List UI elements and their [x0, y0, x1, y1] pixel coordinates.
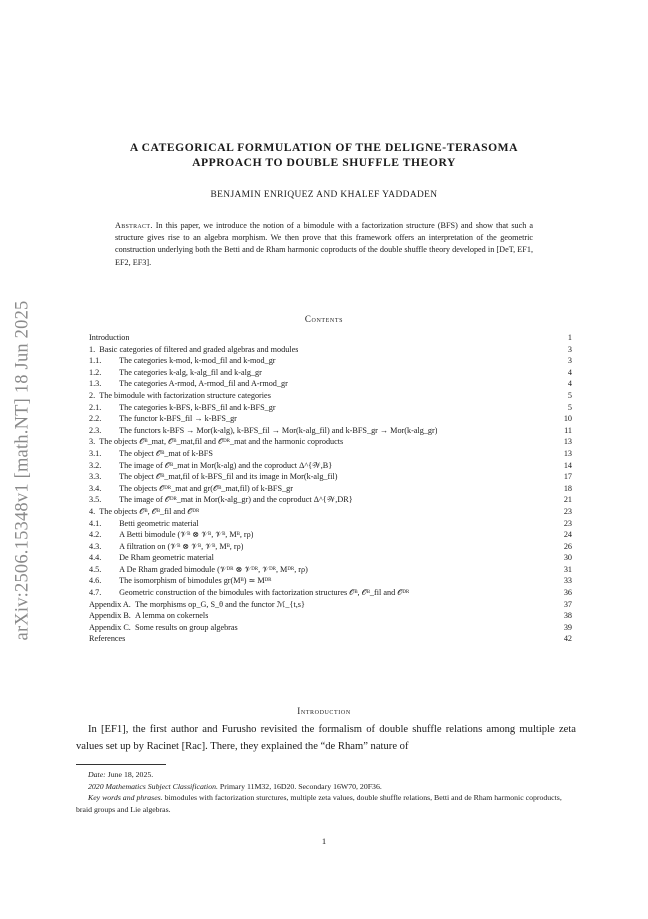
toc-entry-label — [89, 541, 243, 553]
toc-entry[interactable] — [89, 587, 572, 599]
toc-entry[interactable] — [89, 494, 572, 506]
toc-entry-page: 31 — [563, 564, 572, 574]
footnote-keywords-label: Key words and phrases. — [88, 793, 163, 803]
toc-entry-label — [89, 448, 213, 460]
toc-entry-page: 18 — [563, 483, 572, 493]
toc-entry-page: 3 — [567, 356, 572, 366]
toc-entry-page: 23 — [563, 518, 572, 528]
toc-entry-title: Betti geometric material — [119, 518, 199, 528]
toc-entry-title: The morphisms op_G, S_θ and the functor ℳ_{t,s} — [134, 599, 305, 609]
toc-entry-number: 3.5. — [89, 495, 102, 505]
toc-entry-page: 1 — [567, 333, 572, 342]
toc-entry-title: The categories k-BFS, k-BFS_fil and k-BFS_gr — [119, 402, 276, 412]
toc-entry-label — [89, 355, 276, 367]
toc-entry-title: The bimodule with factorization structure categories — [99, 390, 271, 400]
toc-entry[interactable] — [89, 529, 572, 541]
toc-entry-number: 2. — [89, 390, 96, 400]
toc-entry-page: 13 — [563, 437, 572, 447]
toc-entry-label — [89, 564, 308, 576]
toc-entry-title: The categories k-mod, k-mod_fil and k-mod_gr — [119, 356, 276, 366]
toc-entry[interactable] — [89, 564, 572, 576]
toc-entry-page: 4 — [567, 367, 572, 377]
toc-entry-label — [89, 344, 298, 356]
footnote-date — [76, 769, 576, 781]
toc-entry[interactable] — [89, 541, 572, 553]
toc-entry-number: 3.2. — [89, 460, 102, 470]
toc-entry-label — [89, 402, 276, 414]
toc-entry[interactable] — [89, 506, 572, 518]
toc-entry-title: A filtration on (𝒱ᴮ ⊗ 𝒱ᴮ, 𝒱ᴮ, Mᴮ, rρ) — [119, 541, 244, 551]
toc-entry-label — [89, 622, 238, 634]
toc-entry-page: 3 — [567, 344, 572, 354]
toc-entry-label — [89, 506, 199, 518]
toc-entry-number: 3.1. — [89, 448, 102, 458]
toc-entry-label — [89, 599, 305, 611]
footnote-date-value: June 18, 2025. — [107, 770, 154, 779]
toc-entry-title: The objects 𝒪ᴮ, 𝒪ᴮ_fil and 𝒪ᴰᴿ — [99, 506, 200, 516]
toc-entry-title: Geometric construction of the bimodules with factorization structures 𝒪ᴮ, 𝒪ᴮ_fil and 𝒪ᴰᴿ — [119, 588, 410, 598]
toc-entry[interactable] — [89, 367, 572, 379]
toc-entry-title: Some results on group algebras — [134, 622, 238, 632]
toc-entry-number: 1.3. — [89, 379, 102, 389]
toc-entry-number: 4.1. — [89, 518, 102, 528]
introduction-text: In [EF1], the first author and Furusho revisited the formalism of double shuffle relations among multiple zeta values set up by Racinet [Rac]. There, they explained the “de Rham” nature of — [76, 724, 576, 752]
abstract-label: Abstract. — [115, 221, 153, 230]
toc-entry-label — [89, 436, 343, 448]
toc-entry-title: The image of 𝒪ᴰᴿ_mat in Mor(k-alg_gr) and the coproduct Δ^{𝒲,DR} — [119, 495, 353, 505]
toc-entry-label — [89, 529, 253, 541]
toc-entry-label — [89, 367, 262, 379]
toc-entry-number: 2.3. — [89, 425, 102, 435]
toc-entry-number: 4.5. — [89, 564, 102, 574]
arxiv-identifier-stamp — [6, 255, 40, 685]
toc-entry-number: 4.6. — [89, 576, 102, 586]
toc-entry-title: A lemma on cokernels — [134, 611, 209, 621]
toc-entry-title: A Betti bimodule (𝒱ᴮ ⊗ 𝒱ᴮ, 𝒱ᴮ, Mᴮ, rρ) — [119, 530, 254, 540]
toc-entry-number: 1. — [89, 344, 96, 354]
toc-entry-label — [89, 378, 288, 390]
toc-entry-label — [89, 610, 208, 622]
toc-entry[interactable] — [89, 622, 572, 634]
toc-entry-label — [89, 633, 125, 645]
toc-entry-label — [89, 587, 409, 599]
toc-entry[interactable] — [89, 552, 572, 564]
toc-entry-title: The image of 𝒪ᴮ_mat in Mor(k-alg) and the coproduct Δ^{𝒲,B} — [119, 460, 333, 470]
toc-entry-number: 2.1. — [89, 402, 102, 412]
footnote-keywords — [76, 792, 576, 815]
toc-entry-page: 10 — [563, 414, 572, 424]
toc-entry[interactable] — [89, 483, 572, 495]
toc-entry-title: The objects 𝒪ᴮ_mat, 𝒪ᴮ_mat,fil and 𝒪ᴰᴿ_mat and the harmonic coproducts — [99, 437, 344, 447]
arxiv-identifier-text: arXiv:2506.15348v1 [math.NT] 18 Jun 2025 — [12, 300, 33, 640]
toc-entry-title: De Rham geometric material — [119, 553, 214, 563]
abstract — [115, 220, 533, 269]
toc-entry-title: Basic categories of filtered and graded algebras and modules — [99, 344, 299, 354]
toc-entry-title: Introduction — [89, 333, 130, 342]
toc-entry-page: 23 — [563, 506, 572, 516]
toc-entry[interactable] — [89, 575, 572, 587]
toc-entry[interactable] — [89, 448, 572, 460]
toc-entry[interactable] — [89, 402, 572, 414]
toc-entry-label — [89, 460, 332, 472]
toc-entry-label — [89, 390, 271, 402]
toc-entry-number: 4. — [89, 506, 96, 516]
toc-entry-number: 3.3. — [89, 472, 102, 482]
toc-entry[interactable] — [89, 436, 572, 448]
toc-entry-title: References — [89, 634, 126, 644]
toc-entry-number: 4.4. — [89, 553, 102, 563]
toc-entry[interactable] — [89, 599, 572, 611]
toc-entry[interactable] — [89, 355, 572, 367]
toc-entry-number: 1.2. — [89, 367, 102, 377]
toc-entry-number: 3.4. — [89, 483, 102, 493]
page-number: 1 — [321, 836, 327, 846]
toc-entry-page: 33 — [563, 576, 572, 586]
toc-entry-title: The isomorphism of bimodules gr(Mᴮ) ≃ Mᴰᴿ — [119, 576, 272, 586]
footnote-date-label: Date: — [88, 770, 106, 779]
toc-entry-page: 14 — [563, 460, 572, 470]
toc-entry-title: The objects 𝒪ᴰᴿ_mat and gr(𝒪ᴮ_mat,fil) of k-BFS_gr — [119, 483, 293, 493]
footnote-keywords-value: bimodules with factorization sturctures, multiple zeta values, double shuffle relations, Betti and de Rham harmonic coproducts, braid groups and Lie algebras. — [76, 793, 562, 815]
toc-entry-number: 4.7. — [89, 588, 102, 598]
toc-entry[interactable] — [89, 518, 572, 530]
toc-entry[interactable] — [89, 390, 572, 402]
footnotes — [76, 769, 576, 816]
contents-heading: Contents — [304, 314, 344, 324]
toc-entry[interactable] — [89, 633, 572, 645]
toc-entry-page: 24 — [563, 530, 572, 540]
toc-entry[interactable] — [89, 413, 572, 425]
toc-entry-page: 39 — [563, 622, 572, 632]
toc-entry-number: 4.3. — [89, 541, 102, 551]
toc-entry-label — [89, 518, 199, 530]
toc-entry-page: 4 — [567, 379, 572, 389]
toc-entry-page: 17 — [563, 472, 572, 482]
footnote-msc-label: 2020 Mathematics Subject Classification. — [88, 781, 218, 791]
footnote-msc — [76, 781, 576, 793]
toc-entry-page: 5 — [567, 402, 572, 412]
footnote-msc-value: Primary 11M32, 16D20. Secondary 16W70, 20F36. — [219, 781, 382, 791]
toc-entry-page: 36 — [563, 588, 572, 598]
toc-entry-page: 38 — [563, 611, 572, 621]
toc-entry[interactable] — [89, 344, 572, 356]
toc-entry-title: The functors k-BFS → Mor(k-alg), k-BFS_fil → Mor(k-alg_fil) and k-BFS_gr → Mor(k-alg_gr) — [119, 425, 438, 435]
toc-entry[interactable] — [89, 460, 572, 472]
toc-entry-number: 2.2. — [89, 414, 102, 424]
toc-entry[interactable] — [89, 425, 572, 437]
table-of-contents — [89, 332, 572, 645]
toc-entry-page: 26 — [563, 541, 572, 551]
introduction-heading: Introduction — [297, 706, 351, 716]
toc-entry-title: The object 𝒪ᴮ_mat of k-BFS — [119, 448, 213, 458]
toc-entry-page: 30 — [563, 553, 572, 563]
toc-entry-page: 37 — [563, 599, 572, 609]
toc-entry-number: 3. — [89, 437, 96, 447]
toc-entry-number: 4.2. — [89, 530, 102, 540]
paper-authors: BENJAMIN ENRIQUEZ AND KHALEF YADDADEN — [210, 190, 438, 200]
toc-entry-label — [89, 471, 338, 483]
toc-entry[interactable] — [89, 332, 572, 344]
toc-entry[interactable] — [89, 471, 572, 483]
abstract-text: In this paper, we introduce the notion of a bimodule with a factorization structure (BFS) and show that such a structure gives rise to an algebra morphism. We then prove that this framework offers an interpretation of the geometric construction underlying both the Betti and de Rham harmonic coproducts of the double shuffle theory developed in [DeT, EF1, EF2, EF3]. — [115, 221, 534, 267]
paper-title-line-1: A CATEGORICAL FORMULATION OF THE DELIGNE-TERASOMA — [129, 141, 519, 154]
toc-entry-page: 11 — [564, 425, 572, 435]
toc-entry-label — [89, 552, 214, 564]
toc-entry-number: Appendix A. — [89, 599, 131, 609]
toc-entry-title: The categories k-alg, k-alg_fil and k-alg_gr — [119, 367, 262, 377]
toc-entry[interactable] — [89, 378, 572, 390]
toc-entry-page: 42 — [563, 634, 572, 644]
toc-entry-title: The categories A-rmod, A-rmod_fil and A-rmod_gr — [119, 379, 288, 389]
toc-entry-title: The object 𝒪ᴮ_mat,fil of k-BFS_fil and its image in Mor(k-alg_fil) — [119, 472, 338, 482]
toc-entry-label — [89, 575, 272, 587]
toc-entry-title: The functor k-BFS_fil → k-BFS_gr — [119, 414, 237, 424]
paper-title — [60, 140, 588, 170]
toc-entry-label — [89, 413, 237, 425]
toc-entry-number: Appendix B. — [89, 611, 131, 621]
toc-entry-label — [89, 494, 353, 506]
toc-entry-label — [89, 425, 437, 437]
paper-title-line-2: APPROACH TO DOUBLE SHUFFLE THEORY — [192, 156, 456, 169]
toc-entry[interactable] — [89, 610, 572, 622]
toc-entry-page: 21 — [563, 495, 572, 505]
toc-entry-page: 5 — [567, 390, 572, 400]
toc-entry-number: Appendix C. — [89, 622, 131, 632]
toc-entry-number: 1.1. — [89, 356, 102, 366]
toc-entry-label — [89, 332, 129, 344]
toc-entry-page: 13 — [563, 448, 572, 458]
footnote-divider — [76, 764, 166, 765]
toc-entry-label — [89, 483, 293, 495]
toc-entry-title: A De Rham graded bimodule (𝒱ᴰᴿ ⊗ 𝒱ᴰᴿ, 𝒱ᴰᴿ, Mᴰᴿ, rρ) — [119, 564, 308, 574]
